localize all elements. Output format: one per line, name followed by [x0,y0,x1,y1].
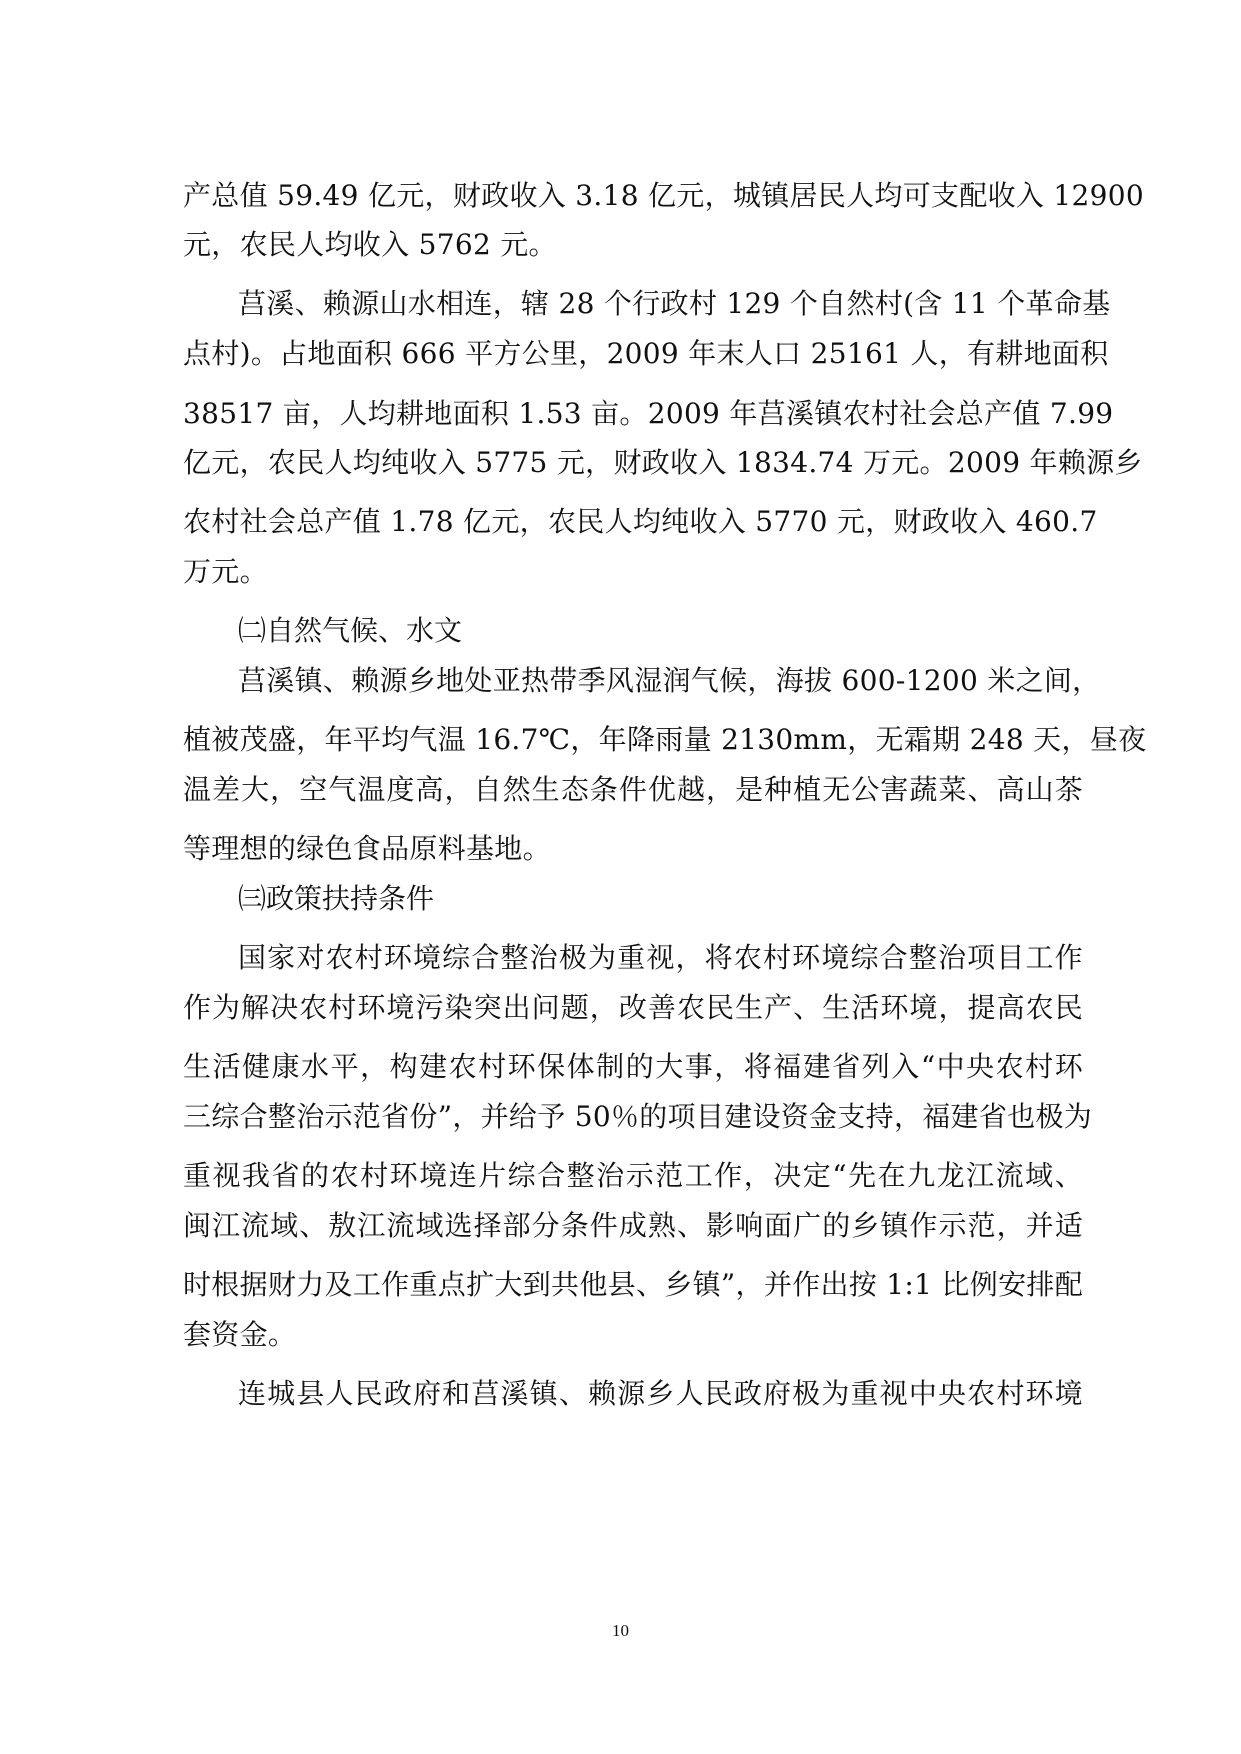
section-heading-natural-climate: ㈡自然气候、水文 [238,614,463,647]
paragraph-2-line-1: 莒溪、赖源山水相连，辖 28 个行政村 129 个自然村(含 11 个革命基 [238,287,1111,320]
paragraph-4-line-8: 套资金。 [183,1318,297,1351]
page-number: 10 [612,1621,629,1640]
paragraph-3-line-1: 莒溪镇、赖源乡地处亚热带季风湿润气候，海拔 600-1200 米之间， [238,664,1101,697]
section-heading-policy-support: ㈢政策扶持条件 [238,882,435,915]
paragraph-3-line-2: 植被茂盛，年平均气温 16.7℃，年降雨量 2130mm，无霜期 248 天，昼夜 [183,723,1147,756]
paragraph-1-line-2: 元，农民人均收入 5762 元。 [183,228,557,261]
paragraph-2-line-2: 点村)。占地面积 666 平方公里，2009 年末人口 25161 人，有耕地面积 [183,337,1109,370]
paragraph-5-line-1: 连城县人民政府和莒溪镇、赖源乡人民政府极为重视中央农村环境 [238,1377,1083,1410]
paragraph-4-line-2: 作为解决农村环境污染突出问题，改善农民生产、生活环境，提高农民 [183,991,1083,1024]
paragraph-2-line-3: 38517 亩，人均耕地面积 1.53 亩。2009 年莒溪镇农村社会总产值 7.99 [183,397,1114,430]
paragraph-1-line-1: 产总值 59.49 亿元，财政收入 3.18 亿元，城镇居民人均可支配收入 12900 [183,179,1144,212]
paragraph-2-line-5: 农村社会总产值 1.78 亿元，农民人均纯收入 5770 元，财政收入 460.7 [183,505,1098,538]
paragraph-4-line-1: 国家对农村环境综合整治极为重视，将农村环境综合整治项目工作 [238,941,1083,974]
paragraph-3-line-4: 等理想的绿色食品原料基地。 [183,832,551,865]
paragraph-4-line-4: 三综合整治示范省份”，并给予 50％的项目建设资金支持，福建省也极为 [183,1100,1093,1133]
paragraph-4-line-7: 时根据财力及工作重点扩大到共他县、乡镇”，并作出按 1:1 比例安排配 [183,1268,1083,1301]
paragraph-2-line-6: 万元。 [183,555,268,588]
paragraph-4-line-3: 生活健康水平，构建农村环保体制的大事，将福建省列入“中央农村环 [183,1050,1083,1083]
paragraph-2-line-4: 亿元，农民人均纯收入 5775 元，财政收入 1834.74 万元。2009 年赖源乡 [183,446,1143,479]
paragraph-3-line-3: 温差大，空气温度高，自然生态条件优越，是种植无公害蔬菜、高山茶 [183,773,1083,806]
paragraph-4-line-6: 闽江流域、敖江流域选择部分条件成熟、影响面广的乡镇作示范，并适 [183,1209,1083,1242]
paragraph-4-line-5: 重视我省的农村环境连片综合整治示范工作，决定“先在九龙江流域、 [183,1159,1083,1192]
